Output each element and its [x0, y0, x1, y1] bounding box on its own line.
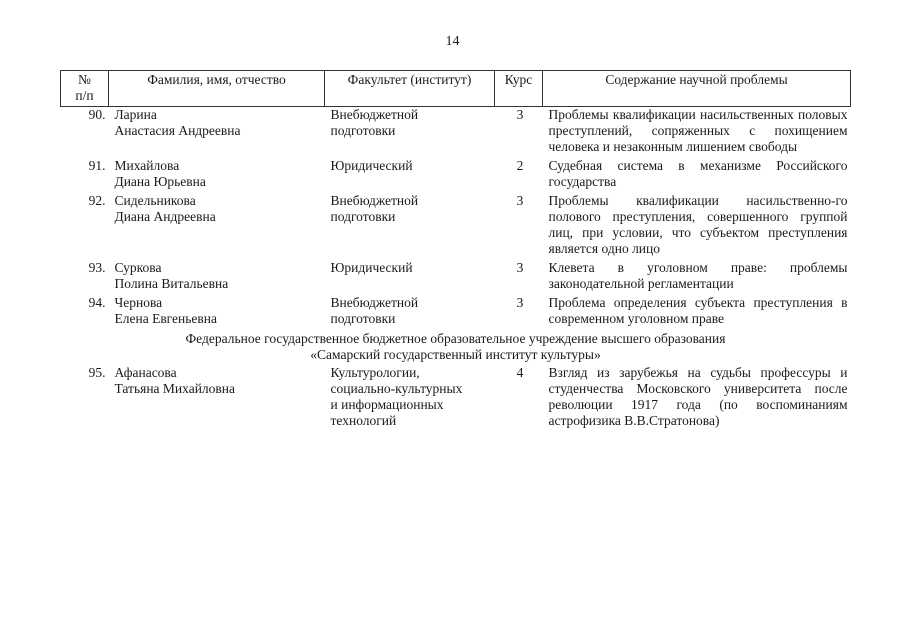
table-row: [61, 295, 851, 330]
row-number: 93.: [88, 260, 106, 275]
course: 3: [516, 107, 524, 122]
organization-type: Федеральное государственное бюджетное образовательное учреждение высшего образования: [185, 331, 726, 346]
table-header-row: [61, 71, 851, 107]
problem-text: Судебная система в механизме Российского государства: [548, 158, 848, 189]
row-number: 91.: [88, 158, 106, 173]
problem-text: Проблемы квалификации насильственно-го полового преступления, совершенного группой лиц, при условии, что субъектом преступления является одно лицо: [548, 193, 848, 256]
course: 3: [516, 295, 524, 310]
organization-heading: [61, 330, 851, 365]
table-row: [61, 365, 851, 432]
student-name: Ларина Анастасия Андреевна: [114, 107, 241, 138]
faculty: Внебюджетной подготовки: [330, 295, 419, 326]
student-name: Сидельникова Диана Андреевна: [114, 193, 216, 224]
row-number: 92.: [88, 193, 106, 208]
student-name: Чернова Елена Евгеньевна: [114, 295, 218, 326]
table-row: [61, 158, 851, 193]
problem-text: Проблема определения субъекта преступления в современном уголовном праве: [548, 295, 848, 326]
participants-table: [60, 70, 851, 432]
header-faculty: Факультет (институт): [325, 71, 495, 107]
header-number: № п/п: [61, 71, 109, 107]
header-problem: Содержание научной проблемы: [543, 71, 851, 107]
course: 3: [516, 193, 524, 208]
problem-text: Клевета в уголовном праве: проблемы законодательной регламентации: [548, 260, 848, 291]
problem-text: Взгляд из зарубежья на судьбы профессуры и студенчества Московского университета после революции 1917 года (по воспоминаниям астрофизика В.В.Стратонова): [548, 365, 848, 428]
row-number: 90.: [88, 107, 106, 122]
faculty: Юридический: [330, 260, 413, 275]
header-name: Фамилия, имя, отчество: [109, 71, 325, 107]
faculty: Культурологии, социально-культурных и информационных технологий: [330, 365, 463, 428]
row-number: 95.: [88, 365, 106, 380]
course: 4: [516, 365, 524, 380]
faculty: Внебюджетной подготовки: [330, 193, 419, 224]
course: 3: [516, 260, 524, 275]
row-number: 94.: [88, 295, 106, 310]
page-number: 14: [445, 34, 460, 49]
table-row: [61, 107, 851, 159]
header-course: Курс: [495, 71, 543, 107]
organization-name: «Самарский государственный институт культуры»: [310, 347, 601, 362]
student-name: Суркова Полина Витальевна: [114, 260, 229, 291]
student-name: Афанасова Татьяна Михайловна: [114, 365, 236, 396]
faculty: Юридический: [330, 158, 413, 173]
table-row: [61, 193, 851, 260]
organization-heading-row: [61, 330, 851, 365]
student-name: Михайлова Диана Юрьевна: [114, 158, 206, 189]
course: 2: [516, 158, 524, 173]
table-row: [61, 260, 851, 295]
problem-text: Проблемы квалификации насильственных половых преступлений, сопряженных с похищением человека и незаконным лишением свободы: [548, 107, 848, 154]
faculty: Внебюджетной подготовки: [330, 107, 419, 138]
